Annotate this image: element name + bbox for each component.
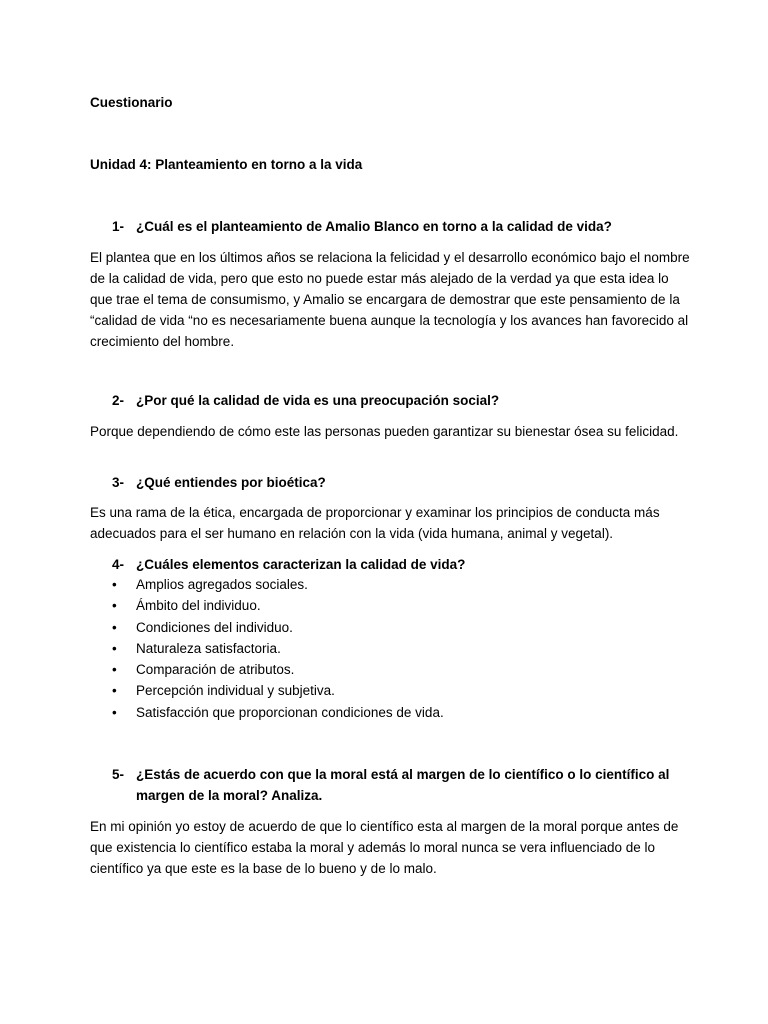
question-2-text: ¿Por qué la calidad de vida es una preocupación social? (136, 393, 500, 408)
question-4-text: ¿Cuáles elementos caracterizan la calidad de vida? (136, 557, 466, 572)
document-title: Cuestionario (90, 95, 173, 110)
bullet-icon: • (112, 640, 117, 656)
bullet-icon: • (112, 704, 117, 720)
question-5-text: ¿Estás de acuerdo con que la moral está al margen de lo científico o lo científico al margen de la moral? Analiza. (136, 767, 670, 803)
question-4-number: 4- (112, 557, 125, 572)
question-2 (112, 390, 672, 411)
question-3 (112, 472, 672, 493)
question-4 (112, 554, 672, 575)
unit-heading: Unidad 4: Planteamiento en torno a la vida (90, 157, 363, 172)
answer-1: El plantea que en los últimos años se relaciona la felicidad y el desarrollo económico bajo el nombre de la calidad de vida, pero que esto no puede estar más alejado de la verdad ya que esta idea lo que trae el tema de consumismo, y Amalio se encargara de demostrar que este pensamiento de la “calidad de vida “no es necesariamente buena aunque la tecnología y los avances han favorecido al crecimiento del hombre. (90, 250, 690, 349)
bullet-icon: • (112, 619, 117, 635)
answer-3: Es una rama de la ética, encargada de proporcionar y examinar los principios de conducta más adecuados para el ser humano en relación con la vida (vida humana, animal y vegetal). (90, 505, 660, 541)
question-1-number: 1- (112, 219, 125, 234)
list-item: • Comparación de atributos. (112, 659, 672, 680)
bullet-icon: • (112, 662, 117, 678)
list-item: • Naturaleza satisfactoria. (112, 638, 672, 659)
question-3-text: ¿Qué entiendes por bioética? (136, 475, 326, 490)
question-1 (112, 216, 672, 237)
question-2-number: 2- (112, 393, 125, 408)
bullet-icon: • (112, 683, 117, 699)
list-item: • Ámbito del individuo. (112, 595, 672, 616)
bullet-icon: • (112, 577, 117, 592)
answer-5: En mi opinión yo estoy de acuerdo de que lo científico esta al margen de la moral porque antes de que existencia lo científico estaba la moral y además lo moral nunca se vera influenciado de lo científico ya que este es la base de lo bueno y de lo malo. (90, 819, 679, 876)
question-1-text: ¿Cuál es el planteamiento de Amalio Blanco en torno a la calidad de vida? (136, 219, 612, 234)
question-5 (112, 764, 672, 806)
answer-2: Porque dependiendo de cómo este las personas pueden garantizar su bienestar ósea su felicidad. (90, 424, 679, 439)
list-item: • Amplios agregados sociales. (112, 574, 672, 595)
list-item: • Percepción individual y subjetiva. (112, 680, 672, 701)
list-item: • Satisfacción que proporcionan condiciones de vida. (112, 702, 672, 723)
list-item: • Condiciones del individuo. (112, 617, 672, 638)
question-5-number: 5- (112, 767, 125, 782)
bullet-icon: • (112, 598, 117, 614)
characteristics-list (112, 574, 672, 723)
question-3-number: 3- (112, 475, 125, 490)
